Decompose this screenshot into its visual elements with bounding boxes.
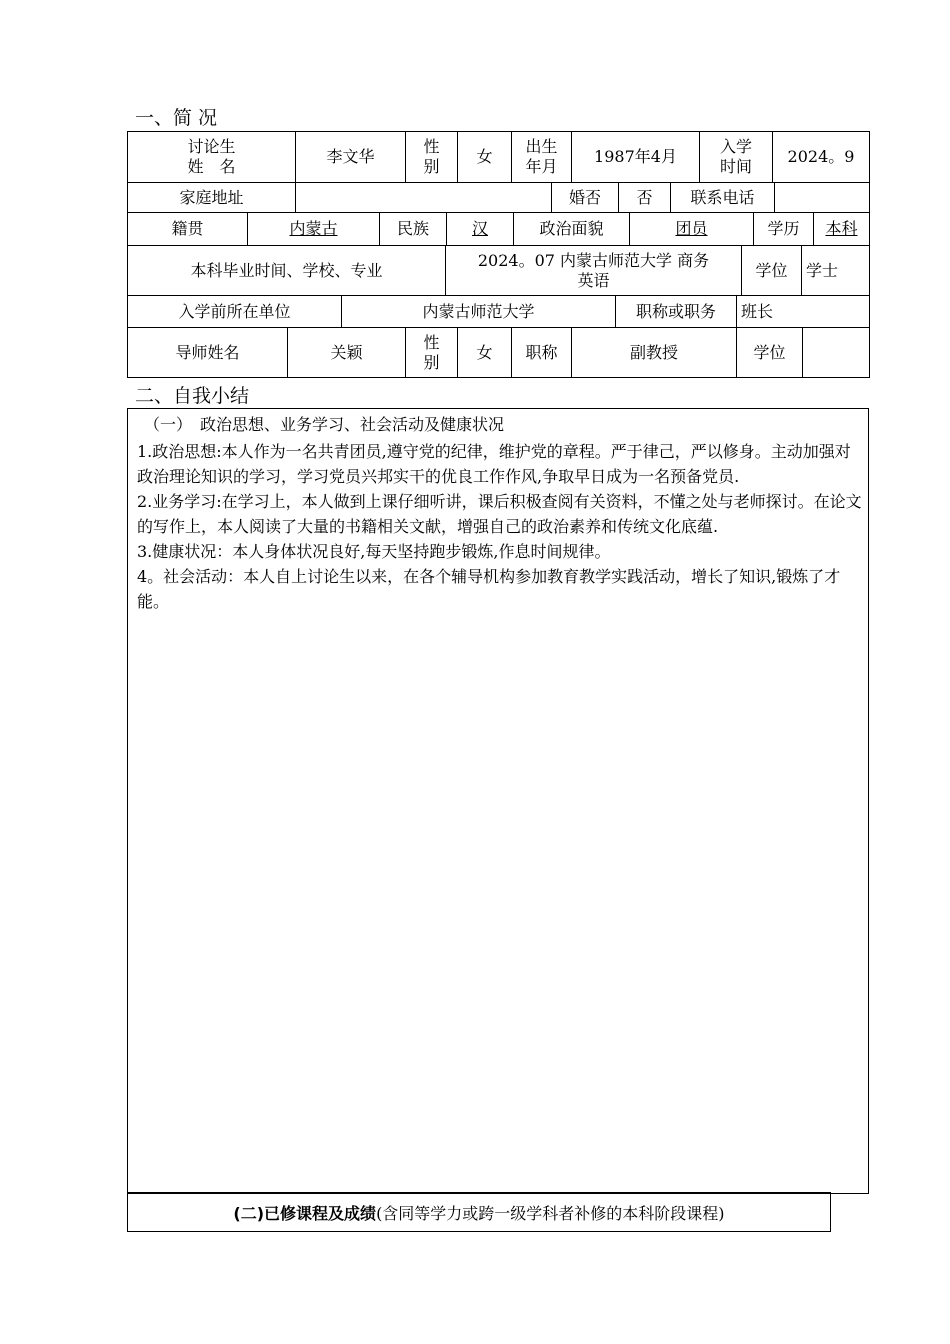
education-label: 学历 [754,213,814,246]
tutor-gender-label: 性 别 [406,328,458,378]
native-value: 内蒙古 [248,213,380,246]
tutor-title-label: 职称 [512,328,572,378]
self-summary-box [127,408,869,1194]
overview-row-2 [127,182,870,213]
summary-paragraph: 2.业务学习:在学习上，本人做到上课仔细听讲，课后积极查阅有关资料，不懂之处与老师探讨。在论文的写作上，本人阅读了大量的书籍相关文献，增强自己的政治素养和传统文化底蕴. [137,492,862,536]
ethnic-value: 汉 [447,213,514,246]
overview-row-6 [127,327,870,378]
summary-paragraph: 3.健康状况：本人身体状况良好,每天坚持跑步锻炼,作息时间规律。 [137,542,611,561]
courses-heading-bold: (二)已修课程及成绩 [233,1203,377,1223]
graduation-value: 2024。07 内蒙古师范大学 商务 英语 [446,246,742,296]
degree-label: 学位 [742,246,802,296]
gender-value: 女 [458,132,512,183]
name-value: 李文华 [296,132,406,183]
overview-row-1 [127,131,870,183]
prior-unit-value: 内蒙古师范大学 [342,296,616,328]
position-label: 职称或职务 [616,296,737,328]
ethnic-label: 民族 [380,213,447,246]
section-title-self-summary: 二、自我小结 [135,385,250,407]
overview-row-3 [127,212,870,246]
position-value: 班长 [737,296,870,328]
tutor-name-label: 导师姓名 [128,328,288,378]
courses-header [127,1192,831,1232]
education-value: 本科 [814,213,870,246]
graduation-label: 本科毕业时间、学校、专业 [128,246,446,296]
summary-paragraph: 4。社会活动：本人自上讨论生以来，在各个辅导机构参加教育教学实践活动，增长了知识,锻炼了才能。 [137,567,841,611]
tutor-title-value: 副教授 [572,328,737,378]
address-label: 家庭地址 [128,183,296,213]
birth-label: 出生 年月 [512,132,572,183]
political-label: 政治面貌 [514,213,630,246]
summary-body [128,439,868,614]
summary-paragraph: 1.政治思想:本人作为一名共青团员,遵守党的纪律，维护党的章程。严于律己，严以修身。主动加强对政治理论知识的学习，学习党员兴邦实干的优良工作作风,争取早日成为一名预备党员. [137,442,851,486]
phone-value [775,183,870,213]
phone-label: 联系电话 [671,183,775,213]
enroll-label: 入学 时间 [700,132,773,183]
address-value [296,183,552,213]
political-value: 团员 [630,213,754,246]
tutor-degree-value [803,328,870,378]
overview-row-5 [127,295,870,328]
prior-unit-label: 入学前所在单位 [128,296,342,328]
summary-heading: （一） 政治思想、业务学习、社会活动及健康状况 [144,415,505,434]
degree-value: 学士 [802,246,870,296]
marital-label: 婚否 [552,183,619,213]
courses-heading-note: (含同等学力或跨一级学科者补修的本科阶段课程) [376,1203,725,1223]
tutor-gender-value: 女 [458,328,512,378]
section-title-overview: 一、简 况 [135,107,218,129]
tutor-name-value: 关颖 [288,328,406,378]
name-label: 讨论生 姓 名 [128,132,296,183]
gender-label: 性 别 [406,132,458,183]
overview-row-4 [127,245,870,296]
enroll-value: 2024。9 [773,132,870,183]
tutor-degree-label: 学位 [737,328,803,378]
birth-value: 1987年4月 [572,132,700,183]
native-label: 籍贯 [128,213,248,246]
marital-value: 否 [619,183,671,213]
